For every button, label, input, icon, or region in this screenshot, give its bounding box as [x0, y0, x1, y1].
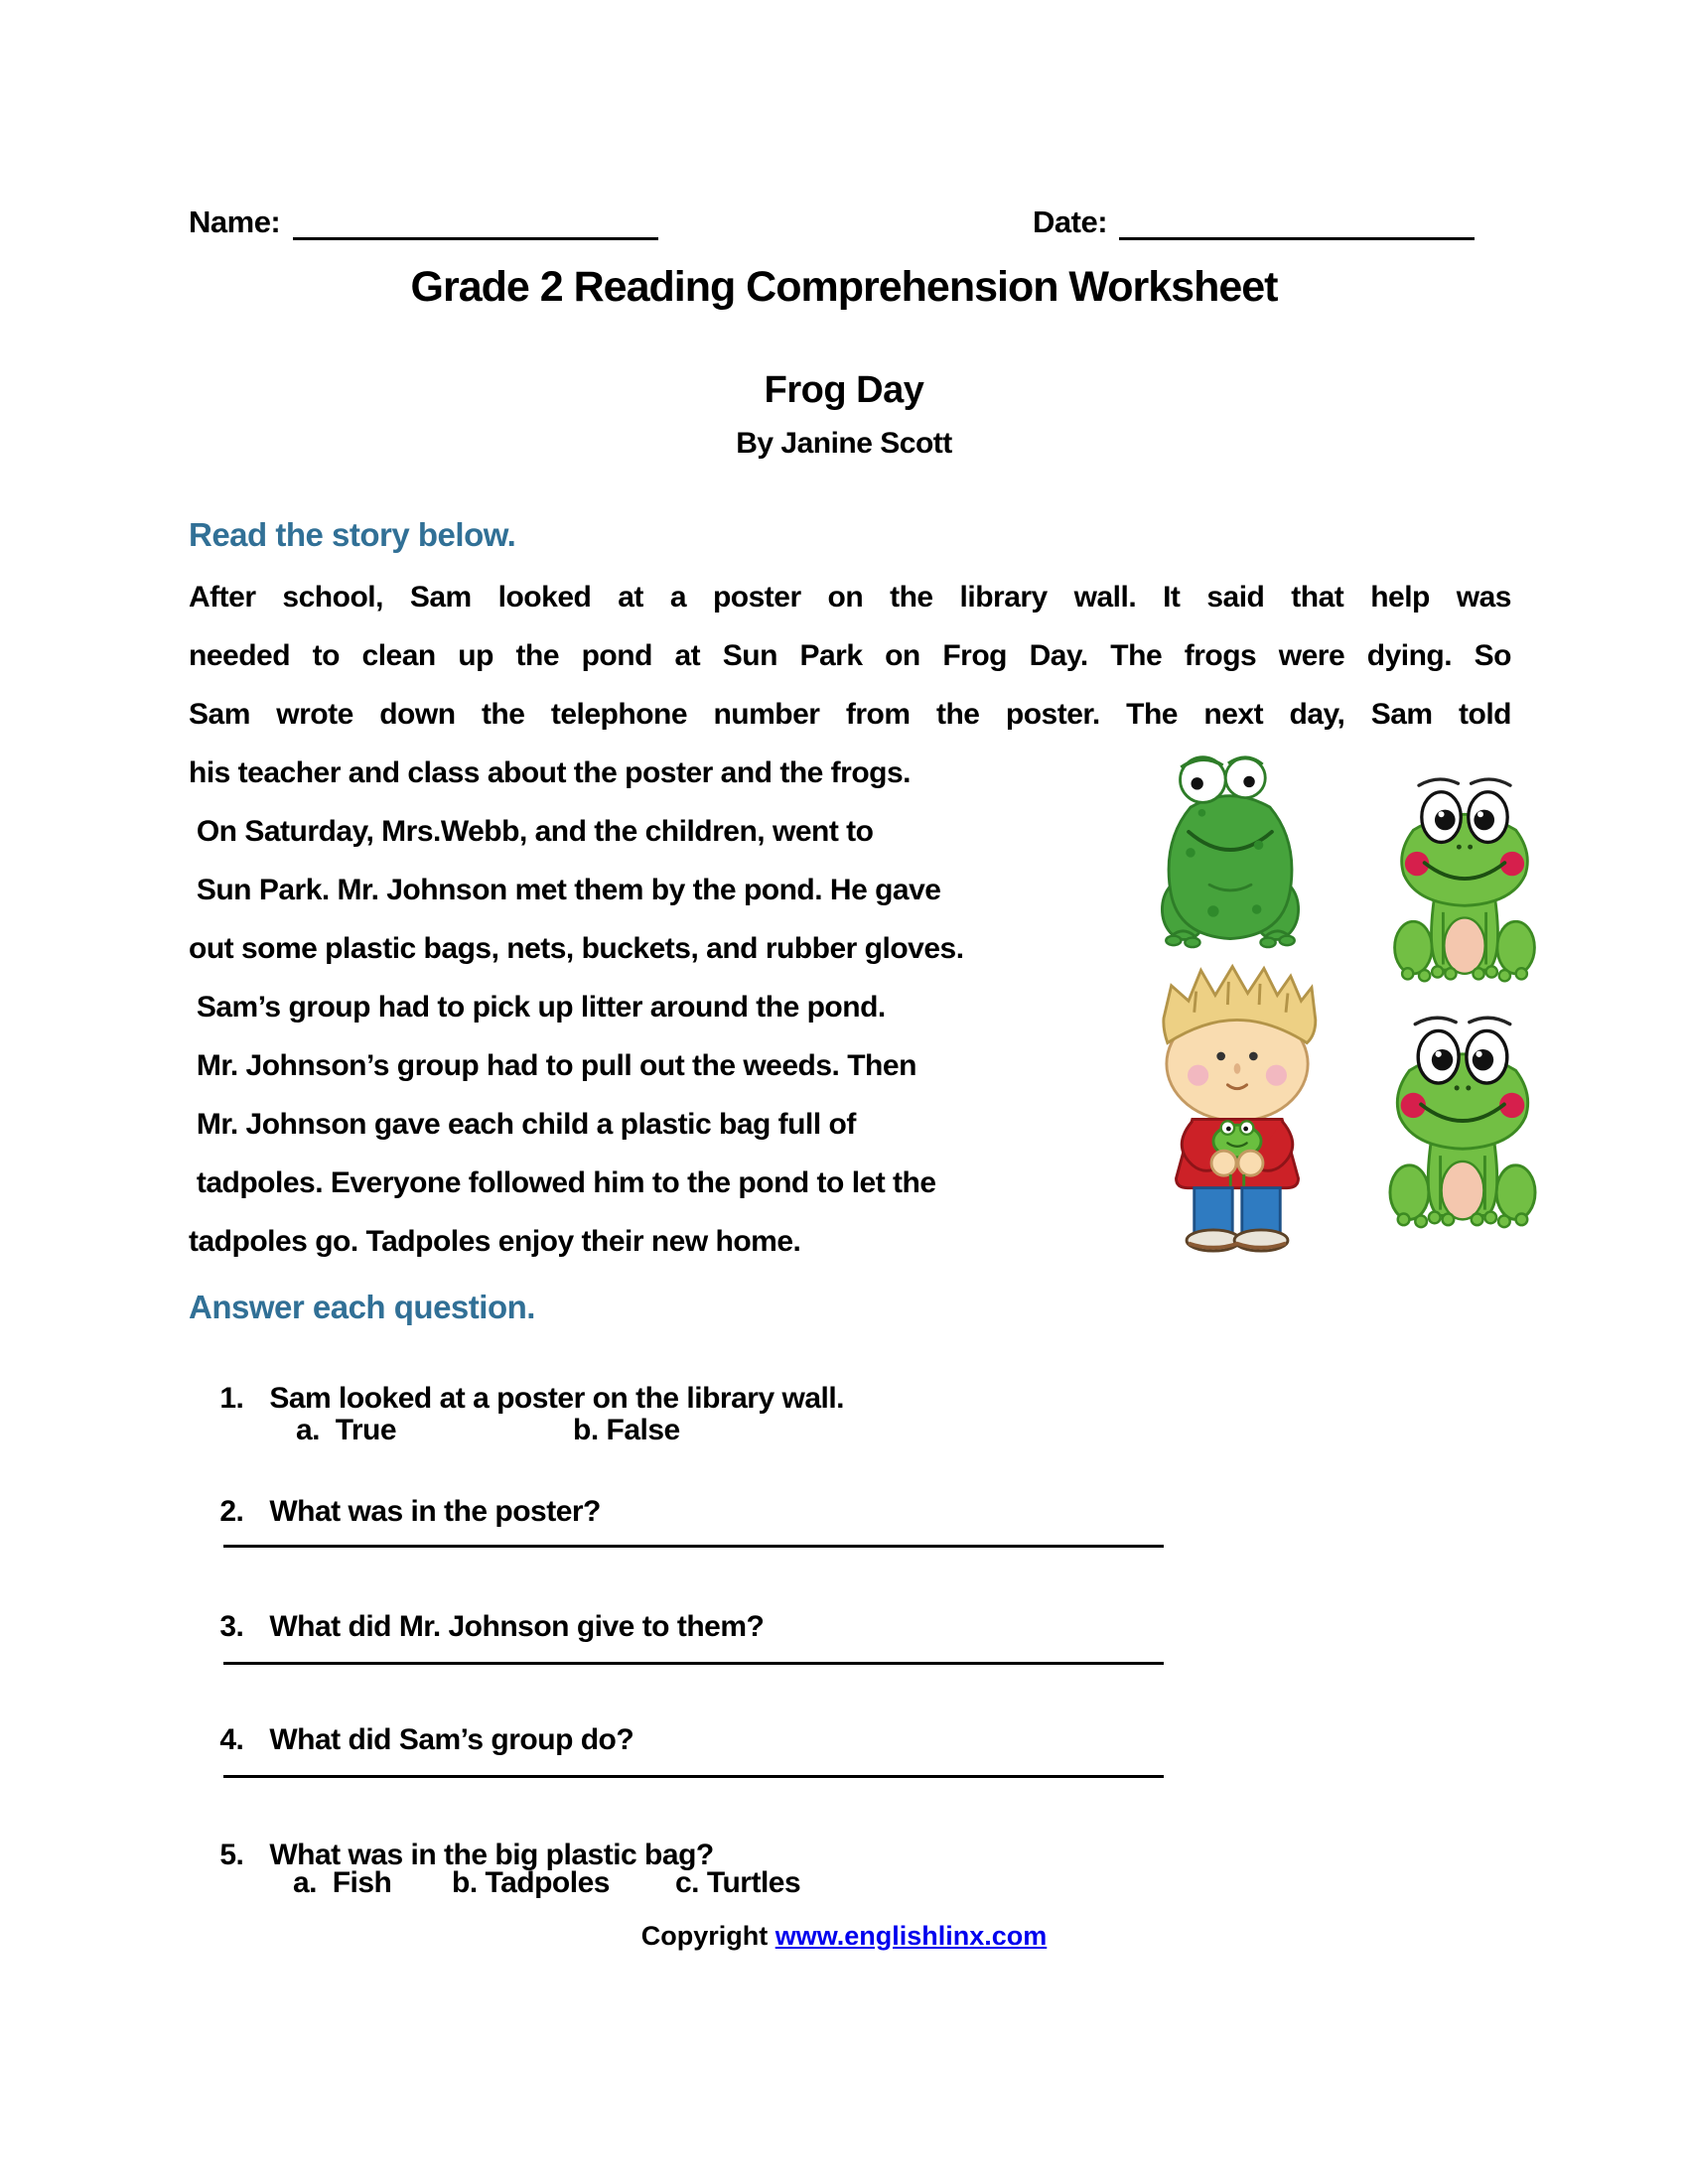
question-2-answer-line: [223, 1545, 1164, 1548]
story-line: needed to clean up the pond at Sun Park on Frog Day. The frogs were dying. So: [189, 639, 1511, 672]
question-1-number: 1.: [219, 1382, 244, 1415]
story-line: Sam’s group had to pick up litter around the pond.: [189, 991, 886, 1024]
question-5-option-c: c. Turtles: [675, 1866, 801, 1899]
boy-holding-frog-illustration: [1137, 957, 1337, 1253]
copyright-link[interactable]: www.englishlinx.com: [774, 1921, 1048, 1951]
story-line: Sun Park. Mr. Johnson met them by the pond. He gave: [189, 874, 941, 906]
red-cheeked-frog-illustration: [1380, 1011, 1545, 1233]
page-title: Grade 2 Reading Comprehension Worksheet: [410, 263, 1278, 311]
story-line: tadpoles go. Tadpoles enjoy their new home.: [189, 1225, 801, 1258]
green-frog-illustration: [1145, 751, 1316, 949]
question-3-text: What did Mr. Johnson give to them?: [269, 1610, 765, 1643]
name-write-line: [293, 204, 658, 240]
name-field-row: [189, 204, 658, 240]
question-1: [189, 1348, 844, 1449]
read-story-heading: Read the story below.: [189, 516, 516, 553]
question-1-option-a: a. True: [296, 1414, 397, 1446]
question-1-option-b: b. False: [573, 1414, 680, 1446]
question-1-text: Sam looked at a poster on the library wall.: [269, 1382, 845, 1415]
story-illustrations: [1137, 751, 1579, 1262]
question-4-number: 4.: [219, 1723, 244, 1756]
story-line: After school, Sam looked at a poster on the library wall. It said that help was: [189, 581, 1511, 614]
date-write-line: [1119, 204, 1475, 240]
question-2-text: What was in the poster?: [269, 1495, 601, 1528]
question-3-number: 3.: [219, 1610, 244, 1643]
name-label: Name:: [189, 205, 281, 239]
byline: By Janine Scott: [736, 427, 952, 460]
red-cheeked-frog-illustration: [1385, 772, 1544, 987]
question-4-answer-line: [223, 1775, 1164, 1778]
copyright-label: Copyright: [640, 1921, 775, 1951]
date-label: Date:: [1033, 205, 1108, 239]
question-2-number: 2.: [219, 1495, 244, 1528]
story-line: Sam wrote down the telephone number from the poster. The next day, Sam told: [189, 698, 1511, 731]
question-5-text: What was in the big plastic bag?: [269, 1839, 714, 1871]
question-5-number: 5.: [219, 1839, 244, 1871]
story-line: Mr. Johnson gave each child a plastic bag full of: [189, 1108, 856, 1141]
question-4-text: What did Sam’s group do?: [269, 1723, 634, 1756]
date-field-row: [1033, 204, 1475, 240]
story-title: Frog Day: [764, 369, 924, 411]
story-line: out some plastic bags, nets, buckets, and rubber gloves.: [189, 932, 964, 965]
question-5-option-b: b. Tadpoles: [452, 1866, 610, 1899]
question-5-option-a: a. Fish: [293, 1866, 392, 1899]
answer-questions-heading: Answer each question.: [189, 1289, 535, 1325]
story-line: On Saturday, Mrs.Webb, and the children, went to: [189, 815, 874, 848]
footer: [0, 1921, 1688, 1952]
question-3-answer-line: [223, 1662, 1164, 1665]
story-line: tadpoles. Everyone followed him to the pond to let the: [189, 1166, 936, 1199]
story-line: Mr. Johnson’s group had to pull out the weeds. Then: [189, 1049, 916, 1082]
story-line: his teacher and class about the poster and the frogs.: [189, 756, 912, 789]
